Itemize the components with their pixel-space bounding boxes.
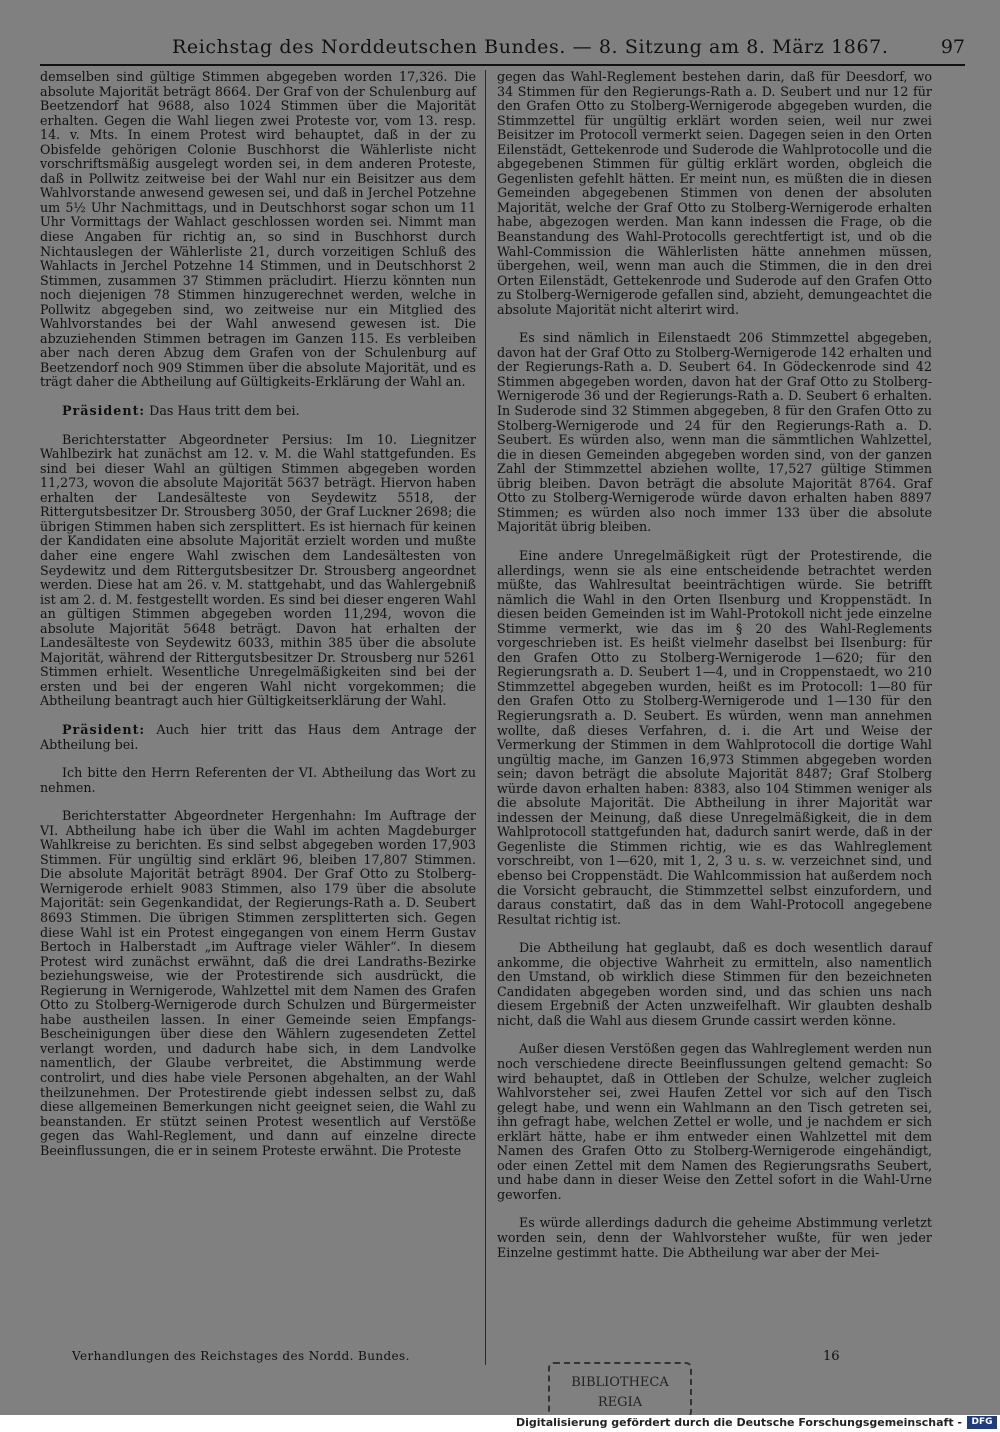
column-divider xyxy=(485,70,486,1365)
paragraph: Ich bitte den Herrn Referenten der VI. Abtheilung das Wort zu nehmen. xyxy=(40,765,476,795)
paragraph: Berichterstatter Abgeordneter Hergenhahn: Im Auftrage der VI. Abtheilung habe ich über die Wahl im achten Magdeburger Wahlkreise zu berichten. Es sind selbst abgegeben worden 17,903 Stimmen. Für ungültig sind erklärt 96, bleiben 17,807 Stimmen. Die absolute Majorität beträgt 8904. Der Graf Otto zu Stolberg-Wernigerode erhielt 9083 Stimmen, also 179 über die absolute Majorität: sein Gegenkandidat, der Regierungs-Rath a. D. Seubert 8693 Stimmen. Die übrigen Stimmen zersplitterten sich. Gegen diese Wahl ist ein Protest eingegangen von einem Herrn Gustav Bertoch in Halberstadt „im Auftrage vieler Wähler“. In diesem Protest wird zunächst erwähnt, daß die drei Landraths-Bezirke beziehungsweise, wie der Protestirende sich ausdrückt, die Regierung in Wernigerode, Wahlzettel mit dem Namen des Grafen Otto zu Stolberg-Wernigerode durch Schulzen und Bürgermeister habe austheilen lassen. In einer Gemeinde seien Empfangs-Bescheinigungen über diese den Wählern zugesendeten Zettel verlangt worden, und dadurch habe sich, in dem Landvolke namentlich, der Glaube verbreitet, die Abstimmung werde controlirt, und dies habe viele Personen abgehalten, an der Wahl theilzunehmen. Der Protestirende giebt indessen selbst zu, daß diese allgemeinen Bemerkungen nicht geeignet seien, die Wahl zu beanstanden. Er stützt seinen Protest wesentlich auf Verstöße gegen das Wahl-Reglement, und dann auf einzelne directe Beeinflussungen, die er in seinem Proteste erwähnt. Die Proteste xyxy=(40,808,476,1158)
speaker-label: Präsident: xyxy=(62,403,146,419)
speaker-label: Präsident: xyxy=(62,721,146,737)
signature-mark: 16 xyxy=(823,1349,840,1364)
speech-text: Auch hier tritt das Haus dem Antrage der Abtheilung bei. xyxy=(40,721,476,752)
stamp-line-1: BIBLIOTHECA xyxy=(571,1375,669,1390)
credit-bar xyxy=(0,1415,1000,1432)
library-stamp xyxy=(548,1362,692,1418)
running-title: Reichstag des Norddeutschen Bundes. — 8. Sitzung am 8. März 1867. xyxy=(172,36,889,58)
footer-note: Verhandlungen des Reichstages des Nordd. Bundes. xyxy=(72,1349,410,1363)
paragraph: Die Abtheilung hat geglaubt, daß es doch wesentlich darauf ankomme, die objective Wahrheit zu ermitteln, also namentlich den Umstand, ob wirklich diese Stimmen für den bezeichneten Candidaten abgegeben worden sind, und das schien uns nach diesem Ergebniß der Acten unzweifelhaft. Wir glaubten deshalb nicht, daß die Wahl aus diesem Grunde cassirt werden könne. xyxy=(497,940,932,1028)
stamp-line-2: REGIA xyxy=(597,1395,643,1410)
paragraph: Eine andere Unregelmäßigkeit rügt der Protestirende, die allerdings, wenn sie als eine entscheidende betrachtet werden müßte, das Wahlresultat beeinträchtigen würde. Sie betrifft nämlich die Wahl in den Orten Ilsenburg und Kroppenstädt. In diesen beiden Gemeinden ist im Wahl-Protokoll nicht jede einzelne Stimme vermerkt, wie das im § 20 des Wahl-Reglements vorgeschrieben ist. Es heißt vielmehr daselbst bei Ilsenburg: für den Grafen Otto zu Stolberg-Wernigerode 1—620; für den Regierungsrath a. D. Seubert 1—4, und in Croppenstaedt, wo 210 Stimmzettel abgegeben wurden, heißt es im Protocoll: 1—80 für den Grafen Otto zu Stolberg-Wernigerode und 1—130 für den Regierungsrath a. D. Seubert. Es würden, wenn man annehmen wollte, daß dieses Verfahren, d. i. die Art und Weise der Vermerkung der Stimmen in dem Wahlprotocoll die dortige Wahl ungültig mache, im Ganzen 16,973 Stimmen abgegeben worden sein; davon beträgt die absolute Majorität 8487; Graf Stolberg würde davon erhalten haben: 8383, also 104 Stimmen weniger als die absolute Majorität. Die Abtheilung in ihrer Majorität war indessen der Meinung, daß diese Unregelmäßigkeit, die in dem Wahlprotocoll stattgefunden hat, dadurch sanirt werde, daß in der Gegenliste die Stimmen richtig, wie es das Wahlreglement vorschreibt, von 1—620, mit 1, 2, 3 u. s. w. verzeichnet sind, und ebenso bei Croppenstädt. Die Wahlcommission hat außerdem noch die Vorsicht gebraucht, die Stimmzettel selbst einzufordern, und daraus constatirt, daß das in dem Wahl-Protocoll angegebene Resultat richtig ist. xyxy=(497,547,932,927)
page-header xyxy=(40,34,965,66)
left-column xyxy=(40,70,476,1158)
paragraph: demselben sind gültige Stimmen abgegeben worden 17,326. Die absolute Majorität beträgt 8664. Der Graf von der Schulenburg auf Beetzendorf hat 9688, also 1024 Stimmen über die Majorität erhalten. Gegen die Wahl liegen zwei Proteste vor, vom 13. resp. 14. v. Mts. In einem Protest wird behauptet, daß in der zu Obisfelde gehörigen Colonie Buschhorst die Wählerliste nicht vorschriftsmäßig ausgelegt worden sei, in dem anderen Proteste, daß in Pollwitz zeitweise bei der Wahl nur ein Beisitzer aus dem Wahlvorstande anwesend gewesen sei, und daß in Jerchel Potzehne um 5½ Uhr Nachmittags, und in Deutschhorst sogar schon um 11 Uhr Vormittags der Wahlact geschlossen worden sei. Nimmt man diese Angaben für richtig an, so sind in Buschhorst durch Nichtauslegen der Wählerliste 21, durch vorzeitigen Schluß des Wahlacts in Jerchel Potzehne 14 Stimmen, und in Deutschhorst 2 Stimmen, zusammen 37 Stimmen präcludirt. Hierzu könnten nun noch diejenigen 78 Stimmen hinzugerechnet werden, welche in Pollwitz abgegeben sind, wo zeitweise nur ein Mitglied des Wahlvorstandes bei der Wahl anwesend gewesen ist. Die abzuziehenden Stimmen betragen im Ganzen 115. Es verbleiben aber nach deren Abzug dem Grafen von der Schulenburg auf Beetzendorf noch 909 Stimmen über die absolute Majorität, und es trägt daher die Abtheilung auf Gültigkeits-Erklärung der Wahl an. xyxy=(40,69,476,390)
paragraph: Berichterstatter Abgeordneter Persius: Im 10. Liegnitzer Wahlbezirk hat zunächst am 12. v. M. die Wahl stattgefunden. Es sind bei dieser Wahl an gültigen Stimmen abgegeben worden 11,273, wovon die absolute Majorität 5637 beträgt. Hiervon haben erhalten der Landesälteste von Seydewitz 5518, der Rittergutsbesitzer Dr. Strousberg 3050, der Graf Luckner 2698; die übrigen Stimmen haben sich zersplittert. Es ist hiernach für keinen der Kandidaten eine absolute Majorität erzielt worden und mußte daher eine engere Wahl zwischen dem Landesältesten von Seydewitz und dem Rittergutsbesitzer Dr. Strousberg angeordnet werden. Diese hat am 26. v. M. stattgehabt, und das Wahlergebniß ist am 2. d. M. festgestellt worden. Es sind bei dieser engeren Wahl an gültigen Stimmen abgegeben worden 11,294, wovon die absolute Majorität 5648 beträgt. Davon hat erhalten der Landesälteste von Seydewitz 6033, mithin 385 über die absolute Majorität, während der Rittergutsbesitzer Dr. Strousberg nur 5261 Stimmen erhielt. Wesentliche Unregelmäßigkeiten sind bei der ersten und bei der engeren Wahl nicht vorgekommen; die Abtheilung beantragt auch hier Gültigkeitserklärung der Wahl. xyxy=(40,431,476,709)
paragraph xyxy=(40,404,476,419)
speech-text: Das Haus tritt dem bei. xyxy=(145,403,300,419)
credit-text: Digitalisierung gefördert durch die Deutsche Forschungsgemeinschaft - xyxy=(515,1416,962,1429)
paragraph: Es würde allerdings dadurch die geheime Abstimmung verletzt worden sein, denn der Wahlvorsteher wußte, für wen jeder Einzelne gestimmt hatte. Die Abtheilung war aber der Mei- xyxy=(497,1215,932,1260)
dfg-logo: DFG xyxy=(967,1416,997,1429)
paragraph xyxy=(40,723,476,752)
paragraph: gegen das Wahl-Reglement bestehen darin, daß für Deesdorf, wo 34 Stimmen für den Regierungs-Rath a. D. Seubert und nur 12 für den Grafen Otto zu Stolberg-Wernigerode abgegeben wurden, die Stimmzettel für ungültig erklärt worden seien, weil nur zwei Beisitzer im Protocoll vermerkt seien. Dagegen seien in den Orten Eilenstädt, Gettekenrode und Suderode die Wahlprotocolle und die abgegebenen Stimmen für gültig erklärt worden, obgleich die Gegenlisten gefehlt hätten. Er meint nun, es müßten die in diesen Gemeinden abgegebenen Stimmen von denen der absoluten Majorität, welche der Graf Otto zu Stolberg-Wernigerode erhalten habe, abgezogen werden. Man kann indessen die Frage, ob die Beanstandung des Wahl-Protocolls gerechtfertigt ist, und ob die Wahl-Commission die Wählerlisten hätte annehmen müssen, übergehen, weil, wenn man auch die Stimmen, die in den drei Orten Eilenstädt, Gettekenrode und Suderode auf den Grafen Otto zu Stolberg-Wernigerode gefallen sind, abzieht, demungeachtet die absolute Majorität nicht alterirt wird. xyxy=(497,69,932,317)
right-column xyxy=(497,70,932,1260)
page-number: 97 xyxy=(940,36,965,58)
paragraph: Es sind nämlich in Eilenstaedt 206 Stimmzettel abgegeben, davon hat der Graf Otto zu Stolberg-Wernigerode 142 erhalten und der Regierungs-Rath a. D. Seubert 64. In Gödeckenrode sind 42 Stimmen abgegeben worden, davon hat der Graf Otto zu Stolberg-Wernigerode 36 und der Regierungs-Rath a. D. Seubert 6 erhalten. In Suderode sind 32 Stimmen abgegeben, 8 für den Grafen Otto zu Stolberg-Wernigerode und 24 für den Regierungs-Rath a. D. Seubert. Es würden also, wenn man die sämmtlichen Wahlzettel, die in diesen Gemeinden abgegeben worden sind, von der ganzen Zahl der Stimmzettel abziehen wollte, 17,527 gültige Stimmen übrig bleiben. Davon beträgt die absolute Majorität 8764. Graf Otto zu Stolberg-Wernigerode würde davon erhalten haben 8897 Stimmen; es würden also noch immer 133 über die absolute Majorität übrig bleiben. xyxy=(497,330,932,535)
paragraph: Außer diesen Verstößen gegen das Wahlreglement werden nun noch verschiedene directe Beeinflussungen geltend gemacht: So wird behauptet, daß in Ottleben der Schulze, welcher zugleich Wahlvorsteher sei, zwei Haufen Zettel vor sich auf den Tisch gelegt habe, und wenn ein Wahlmann an den Tisch getreten sei, ihn gefragt habe, welchen Zettel er wolle, und je nachdem er sich erklärt hätte, habe er ihm entweder einen Wahlzettel mit dem Namen des Grafen Otto zu Stolberg-Wernigerode eingehändigt, oder einen Zettel mit dem Namen des Regierungsraths Seubert, und habe dann in dieser Weise den Zettel sofort in die Wahl-Urne geworfen. xyxy=(497,1041,932,1202)
